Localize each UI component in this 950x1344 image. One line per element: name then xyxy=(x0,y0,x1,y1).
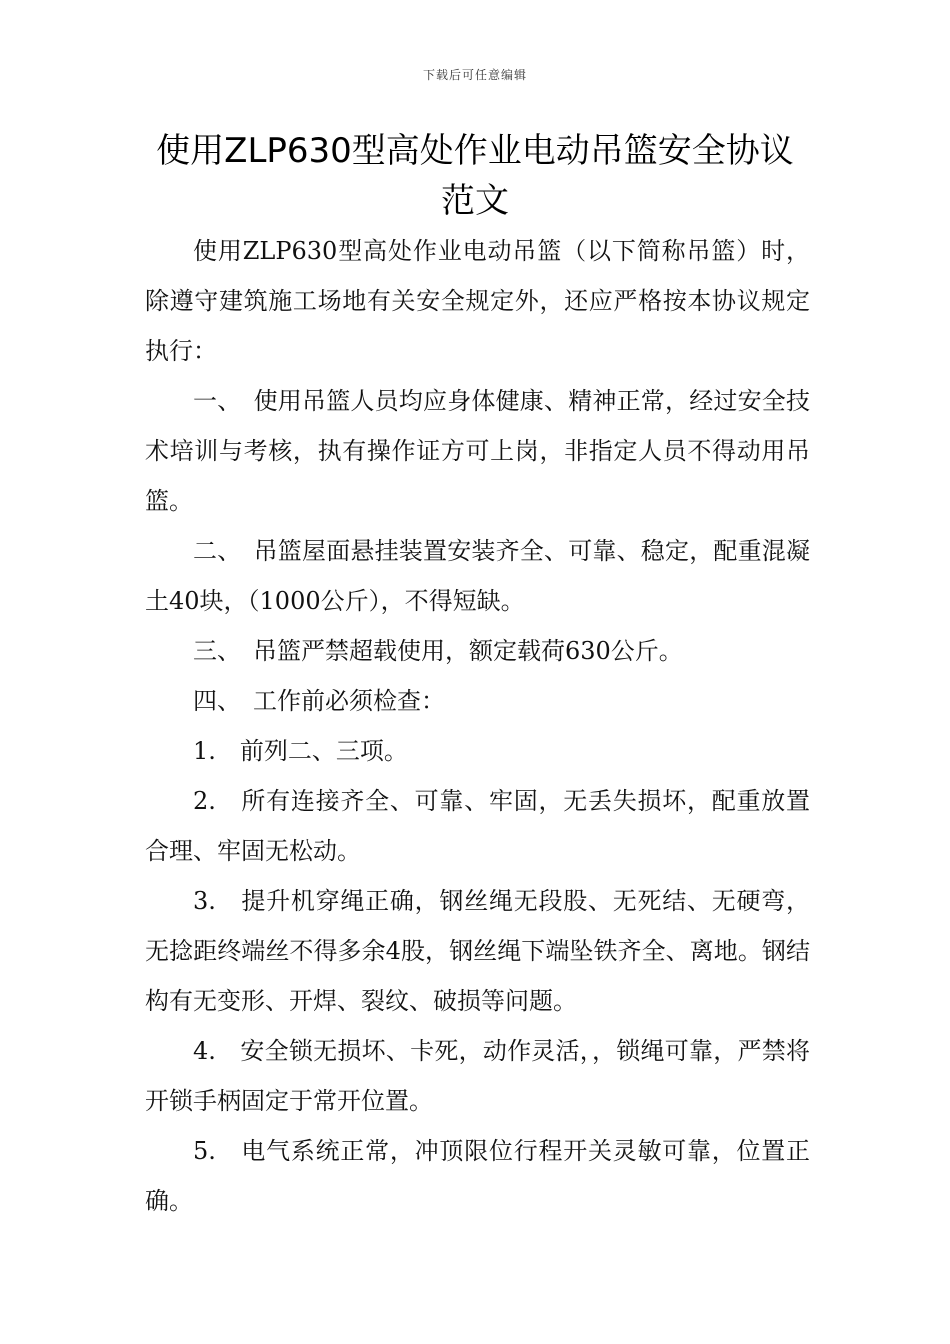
paragraph-item-4: 四、 工作前必须检查： xyxy=(193,687,445,715)
paragraph-check-4: 4. 安全锁无损坏、卡死，动作灵活，，锁绳可靠，严禁将开锁手柄固定于常开位置。 xyxy=(145,1037,810,1115)
paragraph-item-3: 三、 吊篮严禁超载使用，额定载荷630公斤。 xyxy=(193,637,683,665)
paragraph-check-2: 2. 所有连接齐全、可靠、牢固，无丢失损坏，配重放置合理、牢固无松动。 xyxy=(145,787,810,865)
paragraph-intro: 使用ZLP630型高处作业电动吊篮（以下简称吊篮）时，除遵守建筑施工场地有关安全规定外，还应严格按本协议规定执行： xyxy=(145,237,810,365)
document-body xyxy=(145,226,810,1226)
paragraph-check-5: 5. 电气系统正常，冲顶限位行程开关灵敏可靠，位置正确。 xyxy=(145,1137,810,1215)
paragraph-check-3: 3. 提升机穿绳正确，钢丝绳无段股、无死结、无硬弯，无捻距终端丝不得多余4股，钢丝绳下端坠铁齐全、离地。钢结构有无变形、开焊、裂纹、破损等问题。 xyxy=(145,887,810,1015)
paragraph-check-1: 1. 前列二、三项。 xyxy=(193,737,408,765)
paragraph-item-2: 二、 吊篮屋面悬挂装置安装齐全、可靠、稳定，配重混凝土40块，（1000公斤），不得短缺。 xyxy=(145,537,810,615)
paragraph-item-1: 一、 使用吊篮人员均应身体健康、精神正常，经过安全技术培训与考核，执有操作证方可上岗，非指定人员不得动用吊篮。 xyxy=(145,387,810,515)
document-title: 使用ZLP630型高处作业电动吊篮安全协议范文 xyxy=(156,131,794,221)
header-note: 下载后可任意编辑 xyxy=(422,68,527,82)
